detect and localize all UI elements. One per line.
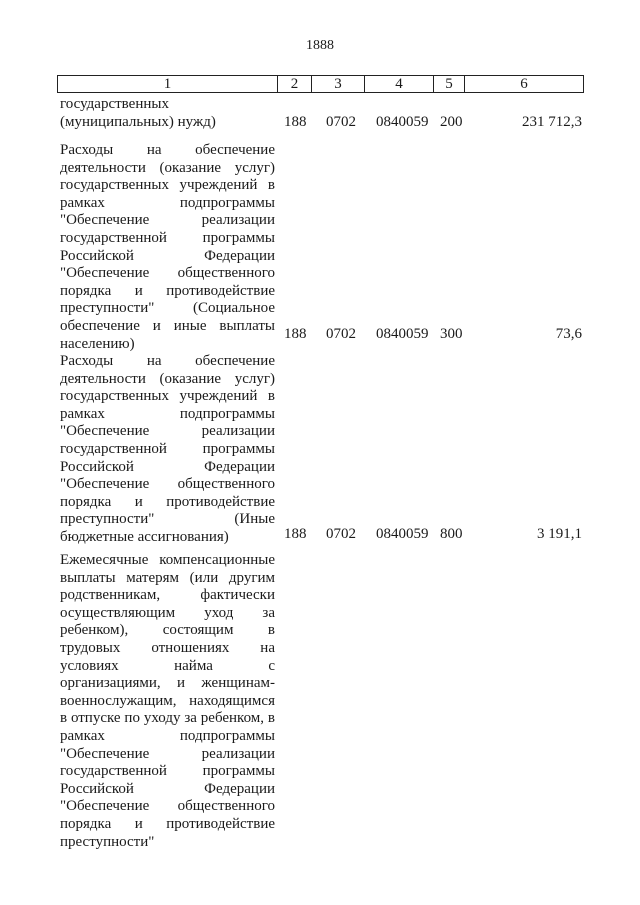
row-description: Расходы на обеспечение деятельности (оказание услуг) государственных учреждений в рамках подпрограммы "Обеспечение реализации государственной программы Российской Федерации "Обеспечение общественного порядка и противодействие преступности" (Иные бюджетные ассигнования) xyxy=(60,353,275,545)
column-header-row xyxy=(57,75,584,93)
row-col-4: 0840059 xyxy=(376,526,429,542)
header-col-1: 1 xyxy=(58,76,278,93)
row-amount: 73,6 xyxy=(555,326,582,342)
row-description: государственных (муниципальных) нужд) xyxy=(60,96,216,130)
row-amount: 231 712,3 xyxy=(522,113,582,130)
row-col-2: 188 xyxy=(284,526,307,542)
row-col-5: 300 xyxy=(440,326,463,342)
row-description: Расходы на обеспечение деятельности (оказание услуг) государственных учреждений в рамках подпрограммы "Обеспечение реализации государственной программы Российской Федерации "Обеспечение общественного порядка и противодействие преступности" (Социальное обеспечение и иные выплаты населению) xyxy=(60,142,275,352)
row-col-2: 188 xyxy=(284,326,307,342)
row-col-5: 800 xyxy=(440,526,463,542)
row-col-4: 0840059 xyxy=(376,113,429,130)
page-number: 1888 xyxy=(306,38,334,53)
row-amount: 3 191,1 xyxy=(537,526,582,542)
row-col-3: 0702 xyxy=(326,326,356,342)
header-col-6: 6 xyxy=(465,76,584,93)
row-col-4: 0840059 xyxy=(376,326,429,342)
row-col-2: 188 xyxy=(284,113,307,130)
header-col-3: 3 xyxy=(312,76,365,93)
header-col-2: 2 xyxy=(278,76,312,93)
row-col-3: 0702 xyxy=(326,113,356,130)
row-col-5: 200 xyxy=(440,113,463,130)
header-col-5: 5 xyxy=(434,76,465,93)
row-description: Ежемесячные компенсационные выплаты матерям (или другим родственникам, фактически осуществляющим уход за ребенком), состоящим в трудовых отношениях на условиях найма с организациями, и женщинам-военнослужащим, находящимся в отпуске по уходу за ребенком, в рамках подпрограммы "Обеспечение реализации государственной программы Российской Федерации "Обеспечение общественного порядка и противодействие преступности" xyxy=(60,552,275,850)
row-col-3: 0702 xyxy=(326,526,356,542)
header-col-4: 4 xyxy=(365,76,434,93)
